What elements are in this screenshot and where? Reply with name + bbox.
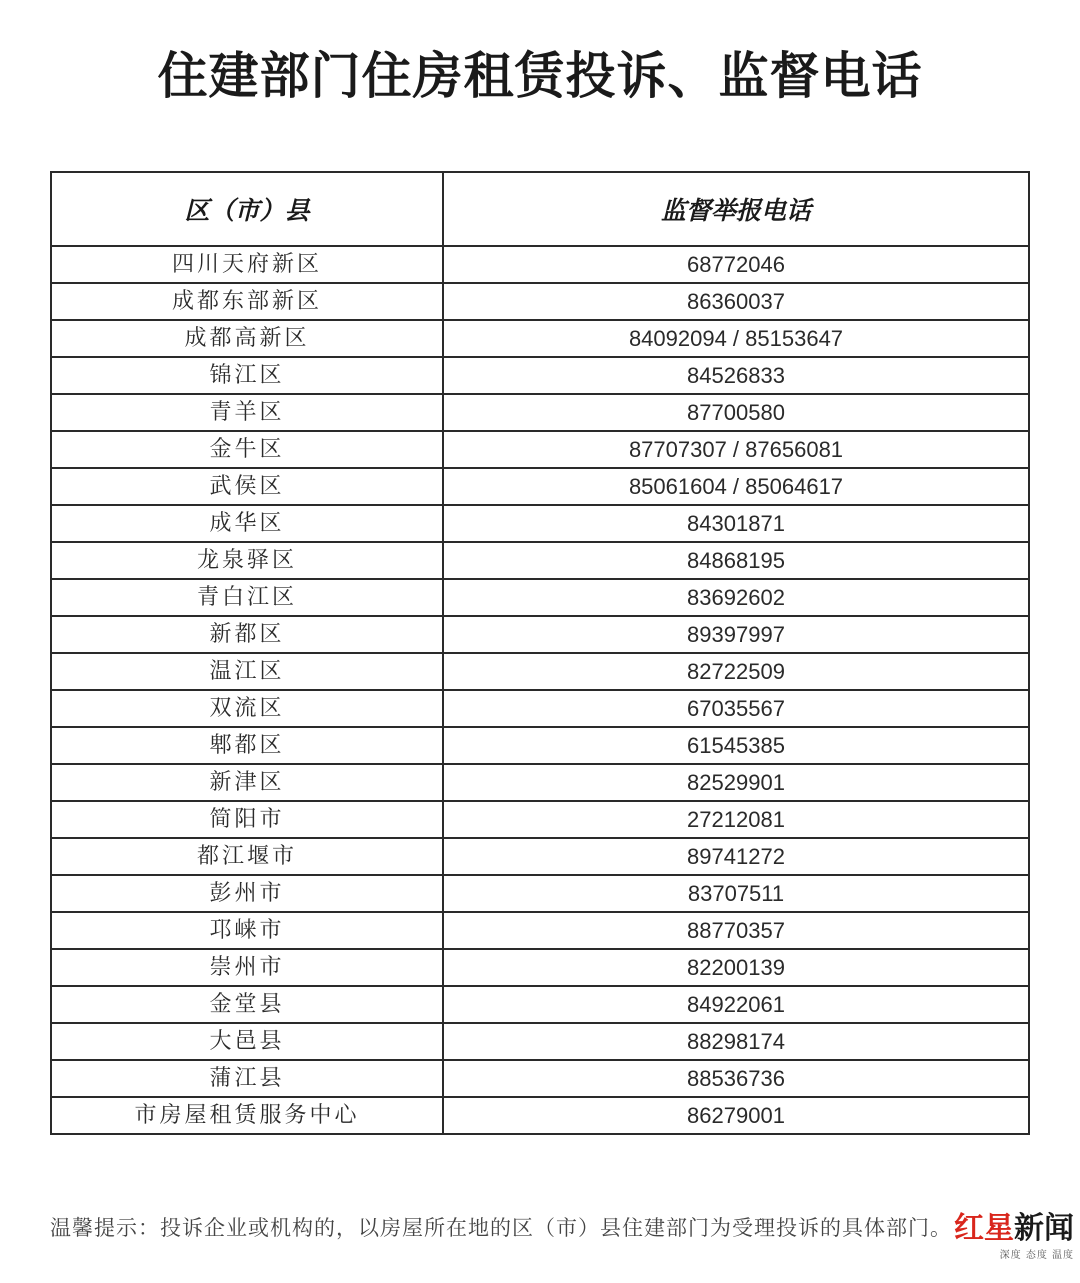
phone-cell: 84868195 <box>443 542 1029 579</box>
phone-cell: 85061604 / 85064617 <box>443 468 1029 505</box>
phone-cell: 68772046 <box>443 246 1029 283</box>
phone-cell: 82529901 <box>443 764 1029 801</box>
logo-char-xing: 星 <box>984 1211 1014 1246</box>
table-row <box>51 246 1029 283</box>
page-title: 住建部门住房租赁投诉、监督电话 <box>157 46 923 105</box>
district-cell: 新津区 <box>51 764 443 801</box>
district-cell: 金堂县 <box>51 986 443 1023</box>
table-row <box>51 764 1029 801</box>
phone-cell: 88536736 <box>443 1060 1029 1097</box>
hongxing-news-logo <box>938 1209 1074 1277</box>
district-cell: 大邑县 <box>51 1023 443 1060</box>
phone-cell: 82722509 <box>443 653 1029 690</box>
phone-cell: 83692602 <box>443 579 1029 616</box>
phone-cell: 83707511 <box>443 875 1029 912</box>
table-row <box>51 468 1029 505</box>
table-row <box>51 394 1029 431</box>
district-cell: 崇州市 <box>51 949 443 986</box>
district-cell: 简阳市 <box>51 801 443 838</box>
table-row <box>51 320 1029 357</box>
table-row <box>51 579 1029 616</box>
district-cell: 双流区 <box>51 690 443 727</box>
phone-cell: 87700580 <box>443 394 1029 431</box>
logo-tagline: 深度 态度 温度 <box>999 1250 1074 1261</box>
table-row <box>51 1097 1029 1134</box>
phone-cell: 89741272 <box>443 838 1029 875</box>
logo-text-news: 新闻 <box>1014 1211 1074 1246</box>
district-cell: 成都高新区 <box>51 320 443 357</box>
phone-cell: 88770357 <box>443 912 1029 949</box>
district-cell: 邛崃市 <box>51 912 443 949</box>
phone-cell: 86279001 <box>443 1097 1029 1134</box>
district-cell: 郫都区 <box>51 727 443 764</box>
table-header <box>51 172 1029 246</box>
table-row <box>51 727 1029 764</box>
table-row <box>51 986 1029 1023</box>
table-row <box>51 357 1029 394</box>
district-cell: 都江堰市 <box>51 838 443 875</box>
table-row <box>51 542 1029 579</box>
phone-cell: 86360037 <box>443 283 1029 320</box>
district-cell: 温江区 <box>51 653 443 690</box>
phone-cell: 61545385 <box>443 727 1029 764</box>
district-cell: 成华区 <box>51 505 443 542</box>
table-row <box>51 653 1029 690</box>
district-cell: 彭州市 <box>51 875 443 912</box>
logo-wordmark <box>954 1209 1074 1249</box>
header-phone: 监督举报电话 <box>443 172 1029 246</box>
table-row <box>51 1060 1029 1097</box>
footnote: 温馨提示：投诉企业或机构的，以房屋所在地的区（市）县住建部门为受理投诉的具体部门。 <box>50 1216 952 1240</box>
table-row <box>51 431 1029 468</box>
table-row <box>51 505 1029 542</box>
table-body <box>51 246 1029 1134</box>
table-row <box>51 1023 1029 1060</box>
table-row <box>51 283 1029 320</box>
district-cell: 蒲江县 <box>51 1060 443 1097</box>
header-district: 区（市）县 <box>51 172 443 246</box>
phone-cell: 84526833 <box>443 357 1029 394</box>
district-cell: 青羊区 <box>51 394 443 431</box>
district-cell: 新都区 <box>51 616 443 653</box>
phone-cell: 84301871 <box>443 505 1029 542</box>
district-cell: 锦江区 <box>51 357 443 394</box>
table-row <box>51 912 1029 949</box>
phone-cell: 84092094 / 85153647 <box>443 320 1029 357</box>
table-row <box>51 690 1029 727</box>
district-cell: 四川天府新区 <box>51 246 443 283</box>
table-row <box>51 616 1029 653</box>
table-row <box>51 949 1029 986</box>
phone-table <box>50 171 1030 1135</box>
logo-char-hong: 红 <box>954 1211 984 1246</box>
header-row <box>51 172 1029 246</box>
table-row <box>51 875 1029 912</box>
district-cell: 青白江区 <box>51 579 443 616</box>
phone-cell: 82200139 <box>443 949 1029 986</box>
district-cell: 成都东部新区 <box>51 283 443 320</box>
phone-cell: 87707307 / 87656081 <box>443 431 1029 468</box>
district-cell: 龙泉驿区 <box>51 542 443 579</box>
table-row <box>51 838 1029 875</box>
district-cell: 武侯区 <box>51 468 443 505</box>
phone-cell: 84922061 <box>443 986 1029 1023</box>
phone-cell: 88298174 <box>443 1023 1029 1060</box>
phone-cell: 89397997 <box>443 616 1029 653</box>
phone-cell: 67035567 <box>443 690 1029 727</box>
district-cell: 市房屋租赁服务中心 <box>51 1097 443 1134</box>
district-cell: 金牛区 <box>51 431 443 468</box>
phone-cell: 27212081 <box>443 801 1029 838</box>
table-row <box>51 801 1029 838</box>
